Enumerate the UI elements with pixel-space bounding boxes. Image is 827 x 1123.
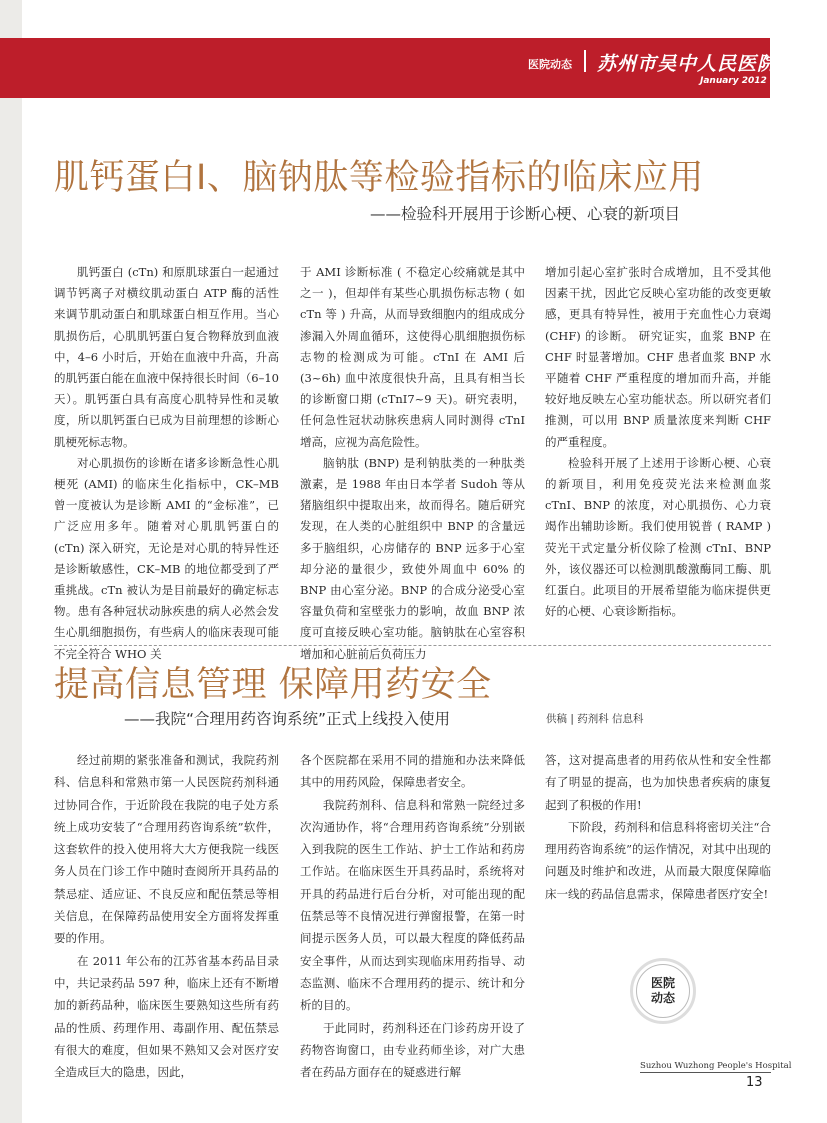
footer-rule xyxy=(640,1072,771,1073)
article1-column-2 xyxy=(300,262,525,665)
badge-text xyxy=(636,976,690,1006)
page-edge-stripe xyxy=(0,0,22,1123)
paragraph: 检验科开展了上述用于诊断心梗、心衰的新项目，利用免疫荧光法来检测血浆 cTnI、BNP 的浓度，对心肌损伤、心力衰竭作出辅助诊断。我们使用锐普 ( RAMP ) 荧光干式定量分析仪除了检测 cTnI、BNP 外，该仪器还可以检测肌酸激酶同工酶、肌红蛋白。此项目的开展希望能为临床提供更好的心梗、心衰诊断指标。 xyxy=(545,455,771,619)
badge-line-2: 动态 xyxy=(650,991,675,1005)
paragraph: 经过前期的紧张准备和测试，我院药剂科、信息科和常熟市第一人民医院药剂科通过协同合作，于近阶段在我院的电子处方系统上成功安装了“合理用药咨询系统”软件，这套软件的投入使用将大大方便我院一线医务人员在门诊工作中随时查阅所开具药品的禁忌症、适应证、不良反应和配伍禁忌等相关信息，在保障药品使用安全方面将发挥重要的作用。 xyxy=(54,753,279,946)
article1-column-1 xyxy=(54,262,279,665)
header-separator xyxy=(584,50,586,72)
paragraph: 在 2011 年公布的江苏省基本药品目录中，共记录药品 597 种，临床上还有不断增加的新药品种，临床医生要熟知这些所有药品的性质、药理作用、毒副作用、配伍禁忌有很大的难度，但如果不熟知又会对医疗安全造成巨大的隐患，因此， xyxy=(54,953,279,1080)
badge-line-1: 医院 xyxy=(650,976,675,990)
article2-credit: 供稿 | 药剂科 信息科 xyxy=(546,713,644,725)
paragraph: 于此同时，药剂科还在门诊药房开设了药物咨询窗口，由专业药师坐诊，对广大患者在药品方面存在的疑惑进行解 xyxy=(300,1020,525,1080)
paragraph: 各个医院都在采用不同的措施和办法来降低其中的用药风险，保障患者安全。 xyxy=(300,753,525,790)
header-issue-date: January 2012 xyxy=(700,76,767,86)
article1-title: 肌钙蛋白I、脑钠肽等检验指标的临床应用 xyxy=(54,158,704,198)
article-divider xyxy=(54,645,771,646)
paragraph: 于 AMI 诊断标准 ( 不稳定心绞痛就是其中之一 )，但却伴有某些心肌损伤标志物 ( 如 cTn 等 ) 升高，从而导致细胞内的组成成分渗漏入外周血循环，这使得心肌细胞损伤标志物的检测成为可能。cTnI 在 AMI 后 (3~6h) 血中浓度很快升高，且具有相当长的诊断窗口期 (cTnI7~9 天)。研究表明，任何急性冠状动脉疾患病人同时测得 cTnI 增高，应视为高危险性。 xyxy=(300,265,525,449)
paragraph: 我院药剂科、信息科和常熟一院经过多次沟通协作，将“合理用药咨询系统”分别嵌入到我院的医生工作站、护士工作站和药房工作站。在临床医生开具药品时，系统将对开具的药品进行后台分析，对可能出现的配伍禁忌等不良情况进行弹窗报警，在第一时间提示医务人员，可以最大程度的降低药品安全事件，从而达到实现临床用药指导、动态监测、临床不合理用药的提示、统计和分析的目的。 xyxy=(300,797,525,1013)
article2-column-3 xyxy=(545,749,771,905)
paragraph: 增加引起心室扩张时合成增加，且不受其他因素干扰，因此它反映心室功能的改变更敏感，更具有特异性，被用于充血性心力衰竭 (CHF) 的诊断。 研究证实，血浆 BNP 在 CHF 时显著增加。CHF 患者血浆 BNP 水平随着 CHF 严重程度的增加而升高，并能较好地反映左心室功能状态。所以研究者们推测，可以用 BNP 质量浓度来判断 CHF 的严重程度。 xyxy=(545,265,771,449)
article2-column-2 xyxy=(300,749,525,1083)
article2-subtitle: ——我院“合理用药咨询系统”正式上线投入使用 xyxy=(124,710,451,728)
page-number: 13 xyxy=(746,1075,763,1090)
header-section-label: 医院动态 xyxy=(528,58,572,71)
paragraph: 下阶段，药剂科和信息科将密切关注“合理用药咨询系统”的运作情况，对其中出现的问题及时维护和改进，从而最大限度保障临床一线的药品信息需求，保障患者医疗安全! xyxy=(545,819,771,901)
paragraph: 对心肌损伤的诊断在诸多诊断急性心肌梗死 (AMI) 的临床生化指标中，CK–MB 曾一度被认为是诊断 AMI 的“金标准”，已广泛应用多年。随着对心肌肌钙蛋白的 (cTn) 深入研究，无论是对心肌的特异性还是诊断敏感性，CK–MB 的地位都受到了严重挑战。cTn 被认为是目前最好的确定标志物。患有各种冠状动脉疾患的病人必然会发生心肌细胞损伤，有些病人的临床表现可能不完全符合 WHO 关 xyxy=(54,455,279,661)
paragraph: 肌钙蛋白 (cTn) 和原肌球蛋白一起通过调节钙离子对横纹肌动蛋白 ATP 酶的活性来调节肌动蛋白和肌球蛋白相互作用。当心肌损伤后，心肌肌钙蛋白复合物释放到血液中，4–6 小时后，开始在血液中升高，升高的肌钙蛋白能在血液中保持很长时间（6–10 天）。肌钙蛋白具有高度心肌特异性和灵敏度，所以肌钙蛋白已成为目前理想的诊断心肌梗死标志物。 xyxy=(54,265,279,449)
header-hospital-logotype: 苏州市吴中人民医院 xyxy=(597,53,778,75)
article1-column-3 xyxy=(545,262,771,622)
article2-title: 提高信息管理 保障用药安全 xyxy=(54,665,492,705)
article1-subtitle: ——检验科开展用于诊断心梗、心衰的新项目 xyxy=(370,205,681,223)
article2-column-1 xyxy=(54,749,279,1083)
paragraph: 答，这对提高患者的用药依从性和安全性都有了明显的提高，也为加快患者疾病的康复起到了积极的作用! xyxy=(545,753,771,812)
section-badge xyxy=(630,958,696,1024)
footer-hospital-name: Suzhou Wuzhong People's Hospital xyxy=(640,1061,792,1071)
paragraph: 脑钠肽 (BNP) 是利钠肽类的一种肽类激素，是 1988 年由日本学者 Sudoh 等从猪脑组织中提取出来，故而得名。随后研究发现，在人类的心脏组织中 BNP 的含量远多于脑组织，心房储存的 BNP 远多于心室却分泌的量很少，致使外周血中 60% 的 BNP 由心室分泌。BNP 的合成分泌受心室容量负荷和室壁张力的影响，故血 BNP 浓度可直接反映心室功能。脑钠肽在心室容积增加和心脏前后负荷压力 xyxy=(300,455,525,661)
